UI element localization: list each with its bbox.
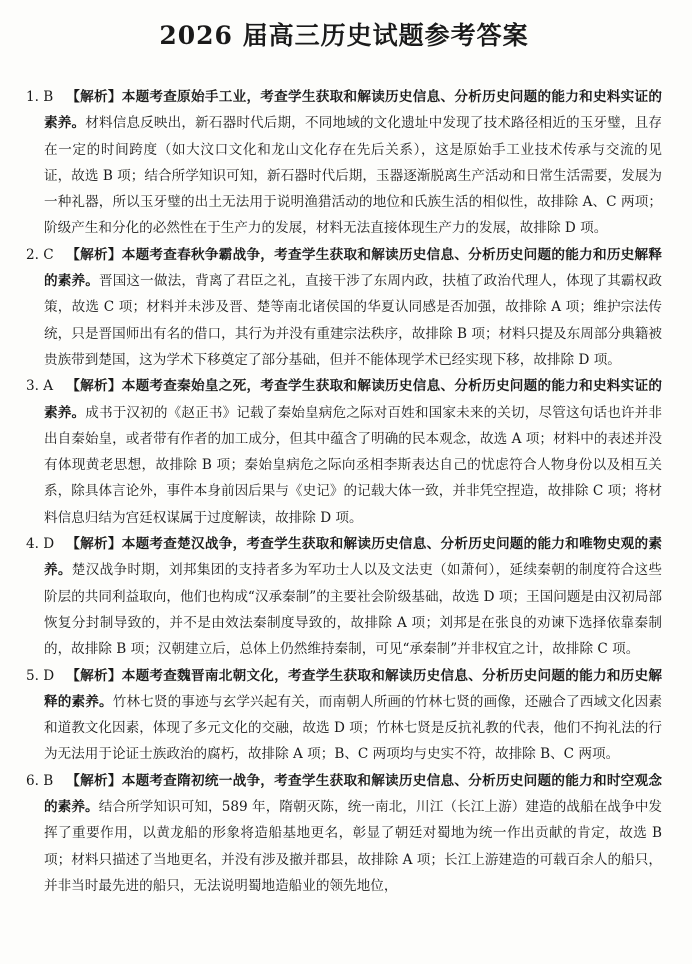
answer-item-3	[26, 373, 662, 531]
answer-body: 成书于汉初的《赵正书》记载了秦始皇病危之际对百姓和国家未来的关切，尽管这句话也许并非出自秦始皇，或者带有作者的加工成分，但其中蕴含了明确的民本观念，故选 A 项；材料中的表述并没有体现黄老思想，故排除 B 项；秦始皇病危之际向丞相李斯表达自己的忧虑符合人物身份以及相互关系，除具体言论外，事件本身前因后果与《史记》的记载大体一致，并非凭空捏造，故排除 C 项；将材料信息归结为宫廷权谋属于过度解读，故排除 D 项。	[44, 404, 663, 526]
answer-body: 结合所学知识可知，589 年，隋朝灭陈，统一南北，川江（长江上游）建造的战船在战争中发挥了重要作用，以黄龙船的形象将造船基地更名，彰显了朝廷对蜀地为统一作出贡献的肯定，故选 B 项；材料只描述了当地更名，并没有涉及撤并郡县，故排除 A 项；长江上游建造的可载百余人的船只，并非当时最先进的船只，无法说明蜀地造船业的领先地位，	[44, 799, 663, 894]
answer-lead: 【解析】本题考查魏晋南北朝文化，考查学生获取和解读历史信息、分析历史问题的能力和历史解释的素养。	[44, 667, 662, 710]
answer-lead: 【解析】本题考查楚汉战争，考查学生获取和解读历史信息、分析历史问题的能力和唯物史观的素养。	[44, 536, 662, 579]
answer-lead: 【解析】本题考查春秋争霸战争，考查学生获取和解读历史信息、分析历史问题的能力和历史解释的素养。	[44, 246, 662, 290]
page-title: 2026 届高三历史试题参考答案	[159, 21, 529, 50]
answer-number: 2. C	[26, 246, 54, 263]
answer-item-6	[26, 768, 662, 899]
answer-lead: 【解析】本题考查隋初统一战争，考查学生获取和解读历史信息、分析历史问题的能力和时空观念的素养。	[44, 772, 662, 816]
answer-number: 1. B	[26, 89, 54, 105]
answer-number: 3. A	[26, 378, 54, 395]
answer-item-1	[26, 84, 662, 242]
answer-item-5	[26, 663, 662, 768]
answer-body: 材料信息反映出，新石器时代后期，不同地域的文化遗址中发现了技术路径相近的玉牙璧，且存在一定的时间跨度（如大汶口文化和龙山文化存在先后关系），这是原始手工业技术传承与交流的见证，故选 B 项；结合所学知识可知，新石器时代后期，玉器逐渐脱离生产活动和日常生活需要，发展为一种礼器，所以玉牙璧的出土无法用于说明渔猎活动的地位和氏族生活的相似性，故排除 A、C 两项；阶级产生和分化的必然性在于生产力的发展，材料无法直接体现生产力的发展，故排除 D 项。	[44, 115, 663, 237]
answer-lead: 【解析】本题考查秦始皇之死，考查学生获取和解读历史信息、分析历史问题的能力和史料实证的素养。	[44, 378, 662, 421]
answer-body: 晋国这一做法，背离了君臣之礼，直接干涉了东周内政，扶植了政治代理人，体现了其霸权政策，故选 C 项；材料并未涉及晋、楚等南北诸侯国的华夏认同感是否加强，故排除 A 项；维护宗法传统，只是晋国师出有名的借口，其行为并没有重建宗法秩序，故排除 B 项；材料只提及东周部分典籍被贵族带到楚国，这为学术下移奠定了部分基础，但并不能体现学术已经实现下移，故排除 D 项。	[44, 273, 663, 368]
answer-number: 6. B	[26, 772, 54, 789]
answer-lead: 【解析】本题考查原始手工业，考查学生获取和解读历史信息、分析历史问题的能力和史料实证的素养。	[44, 89, 662, 132]
answer-body: 竹林七贤的事迹与玄学兴起有关，而南朝人所画的竹林七贤的画像，还融合了西域文化因素和道教文化因素，体现了多元文化的交融，故选 D 项；竹林七贤是反抗礼教的代表，他们不拘礼法的行为无法用于论证士族政治的腐朽，故排除 A 项；B、C 两项均与史实不符，故排除 B、C 两项。	[44, 693, 663, 763]
answer-item-2	[26, 242, 662, 373]
answer-number: 5. D	[26, 667, 55, 684]
answer-body: 楚汉战争时期，刘邦集团的支持者多为军功士人以及文法吏（如萧何），延续秦朝的制度符合这些阶层的共同利益取向，他们也构成“汉承秦制”的主要社会阶级基础，故选 D 项；王国问题是由汉初局部恢复分封制导致的，并不是由效法秦制度导致的，故排除 A 项；刘邦是在张良的劝谏下选择依靠秦制的，故排除 B 项；汉朝建立后，总体上仍然维持秦制，可见“承秦制”并非权宜之计，故排除 C 项。	[44, 562, 663, 658]
answer-item-4	[26, 531, 662, 662]
answer-number: 4. D	[26, 536, 55, 553]
